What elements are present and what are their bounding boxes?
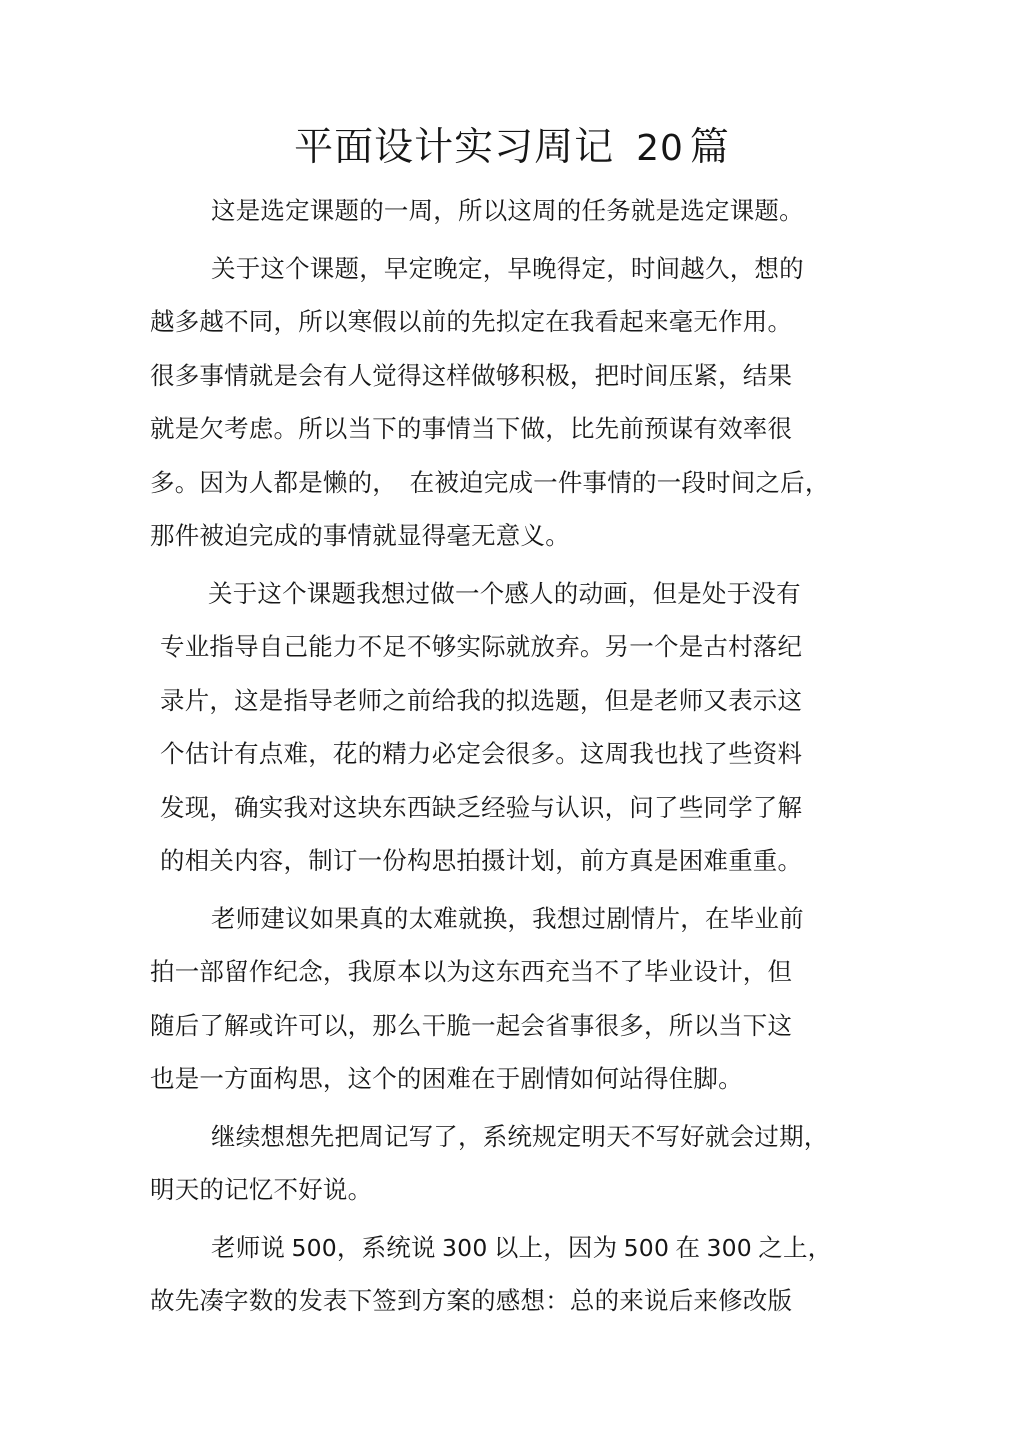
text-line: 老师建议如果真的太难就换，我想过剧情片，在毕业前 <box>211 905 804 933</box>
text-line: 明天的记忆不好说。 <box>150 1177 373 1204</box>
text-line: 关于这个课题我想过做一个感人的动画，但是处于没有 <box>208 580 801 608</box>
text-line: 发现，确实我对这块东西缺乏经验与认识，问了些同学了解 <box>160 794 803 822</box>
paragraph <box>0 568 1024 889</box>
document-body <box>0 185 1024 1329</box>
text-line: 这是选定课题的一周，所以这周的任务就是选定课题。 <box>211 198 804 225</box>
paragraph <box>0 893 1024 1107</box>
text-line: 越多越不同，所以寒假以前的先拟定在我看起来毫无作用。 <box>150 309 793 336</box>
inline-number: 500 <box>291 1233 337 1262</box>
text-line: 故先凑字数的发表下签到方案的感想：总的来说后来修改版 <box>150 1288 793 1315</box>
text-line: 专业指导自己能力不足不够实际就放弃。另一个是古村落纪 <box>160 634 803 661</box>
inline-number: 300 <box>706 1233 752 1262</box>
text-line: 拍一部留作纪念，我原本以为这东西充当不了毕业设计，但 <box>150 959 793 986</box>
title-number: 20 <box>636 128 684 169</box>
text-line: 多。因为人都是懒的， 在被迫完成一件事情的一段时间之后， <box>150 469 830 497</box>
text-line: 随后了解或许可以，那么干脆一起会省事很多，所以当下这 <box>150 1012 793 1040</box>
text-line: 老师说 500，系统说 300 以上，因为 500 在 300 之上， <box>211 1233 833 1262</box>
paragraph <box>0 1222 1024 1329</box>
paragraph <box>0 243 1024 564</box>
text-line: 关于这个课题，早定晚定，早晚得定，时间越久，想的 <box>211 255 804 283</box>
paragraph <box>0 1111 1024 1218</box>
inline-number: 500 <box>623 1233 670 1262</box>
text-line: 继续想想先把周记写了，系统规定明天不写好就会过期， <box>211 1123 829 1151</box>
text-line: 那件被迫完成的事情就显得毫无意义。 <box>150 523 570 550</box>
text-line: 个估计有点难，花的精力必定会很多。这周我也找了些资料 <box>160 741 803 768</box>
text-line: 也是一方面构思，这个的困难在于剧情如何站得住脚。 <box>150 1066 743 1093</box>
text-line: 就是欠考虑。所以当下的事情当下做，比先前预谋有效率很 <box>150 416 793 443</box>
text-line: 很多事情就是会有人觉得这样做够积极，把时间压紧，结果 <box>150 362 793 390</box>
text-line: 的相关内容，制订一份构思拍摄计划，前方真是困难重重。 <box>160 848 803 875</box>
title-text: 平面设计实习周记 <box>294 126 615 169</box>
text-line: 录片，这是指导老师之前给我的拟选题，但是老师又表示这 <box>160 687 803 715</box>
paragraph <box>0 185 1024 239</box>
document-title <box>0 0 1024 173</box>
title-suffix: 篇 <box>689 126 730 169</box>
inline-number: 300 <box>442 1233 488 1262</box>
